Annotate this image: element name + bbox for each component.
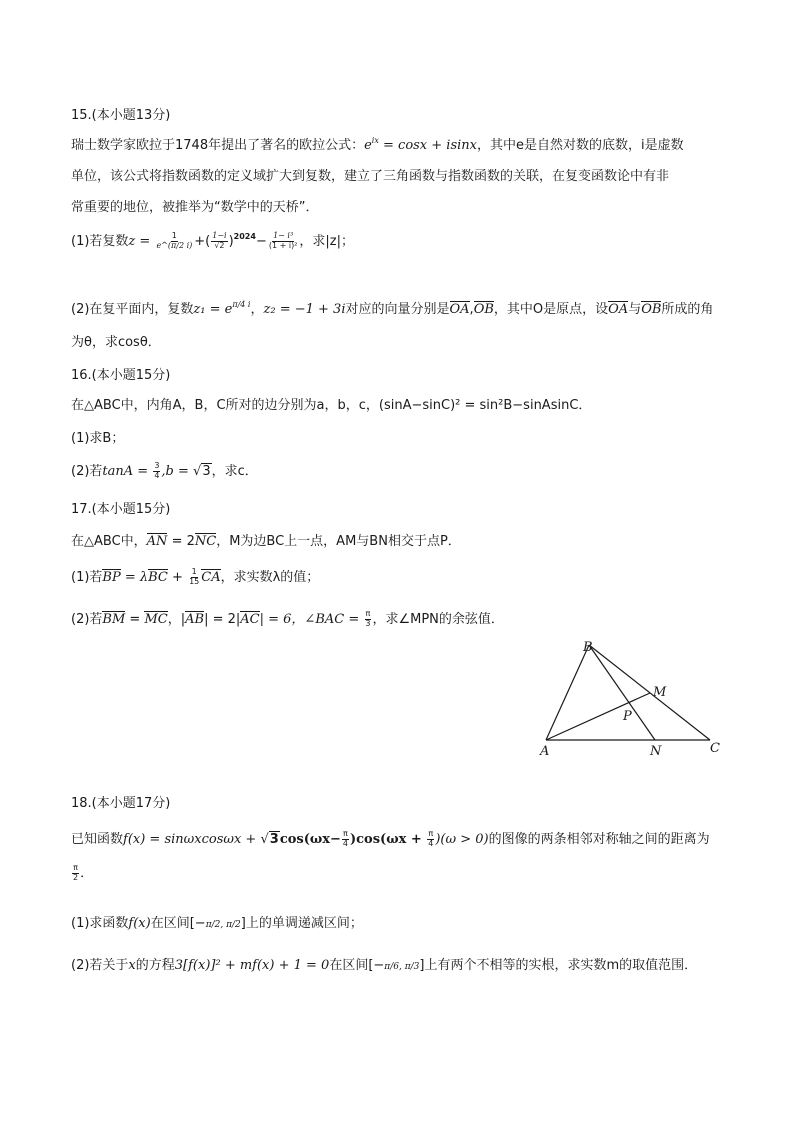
triangle-figure bbox=[530, 634, 730, 762]
q18-intro: 已知函数f(x) = sinωxcosωx + √3cos(ωx− $\frac{\pi}{4}$ )cos(ωx + $\frac{\pi}{4}$ )(ω > 0)的图像的两条相邻对称轴之间的距离为 bbox=[71, 829, 710, 848]
segment-BN bbox=[589, 645, 655, 740]
q15-part1: (1)若复数z = $\frac{1}{e\^{}(\pi/2 i)}$ +( $\frac{1-i}{√2}$ )$^{2024}$− $\frac{\text{1− i³}}{\text{(1 + i)²}}$ ，求|z|； bbox=[71, 231, 354, 250]
segment-BC bbox=[589, 645, 710, 740]
label-P: P bbox=[623, 709, 632, 724]
euler-formula: $e^{ix} = \cos x + isinx$ bbox=[364, 136, 477, 153]
q16-intro: 在△ABC中，内角A，B，C所对的边分别为a，b，c，(sinA−sinC)² = sin²B−sinAsinC． bbox=[71, 398, 592, 413]
vector-OB: OB bbox=[473, 302, 494, 317]
q17-part2: (2)若BM = MC，|AB| = 2|AC| = 6，∠BAC = $\frac{\pi}{3}$ ，求∠MPN的余弦值． bbox=[71, 609, 504, 628]
q16-part1: (1)求B； bbox=[71, 431, 125, 446]
label-A: A bbox=[540, 744, 550, 759]
segment-AM bbox=[546, 693, 650, 740]
q18-part1: (1)求函数f(x)在区间[−π/2, π/2]上的单调递减区间； bbox=[71, 916, 363, 931]
label-M: M bbox=[653, 685, 667, 700]
q15-intro-line3: 常重要的地位，被推举为“数学中的天桥”． bbox=[71, 200, 319, 215]
vector-OA: OA bbox=[449, 302, 470, 317]
q15-intro-line2: 单位，该公式将指数函数的定义域扩大到复数，建立了三角函数与指数函数的关联，在复变函数论中有非 bbox=[71, 169, 670, 184]
q17-part1: (1)若BP = λBC + $\frac{1}{15}$ CA，求实数λ的值； bbox=[71, 567, 320, 586]
q15-part2: (2)在复平面内，复数$z_1 = e^{\pi/4 i}$，z₂ = −1 + 3i对应的向量分别是OA,OB，其中O是原点，设OA与OB所成的角 bbox=[71, 300, 714, 317]
q15-intro-line1 bbox=[71, 134, 684, 153]
q15-intro-a: 瑞士数学家欧拉于1748年提出了著名的欧拉公式： bbox=[71, 138, 365, 153]
q15-part2-line2: 为θ，求cosθ． bbox=[71, 335, 161, 350]
q17-intro: 在△ABC中，AN = 2NC，M为边BC上一点，AM与BN相交于点P． bbox=[71, 534, 461, 549]
q17-header: 17.(本小题15分) bbox=[71, 502, 171, 517]
q18-part2: (2)若关于x的方程3[f(x)]² + mf(x) + 1 = 0在区间[−π/6, π/3]上有两个不相等的实根，求实数m的取值范围． bbox=[71, 958, 698, 973]
q15-intro-b: ，其中e是自然对数的底数，i是虚数 bbox=[477, 138, 684, 153]
segment-AB bbox=[546, 645, 589, 740]
label-N: N bbox=[650, 744, 662, 759]
q18-header: 18.(本小题17分) bbox=[71, 796, 171, 811]
label-B: B bbox=[583, 640, 593, 655]
q15-header: 15.(本小题13分) bbox=[71, 108, 171, 123]
q16-part2: (2)若tanA = $\frac{3}{4}$ ,b = √3，求c． bbox=[71, 461, 258, 480]
q18-distance: $\frac{\pi}{2}$ ． bbox=[73, 863, 94, 882]
label-C: C bbox=[710, 741, 720, 756]
q16-header: 16.(本小题15分) bbox=[71, 368, 171, 383]
